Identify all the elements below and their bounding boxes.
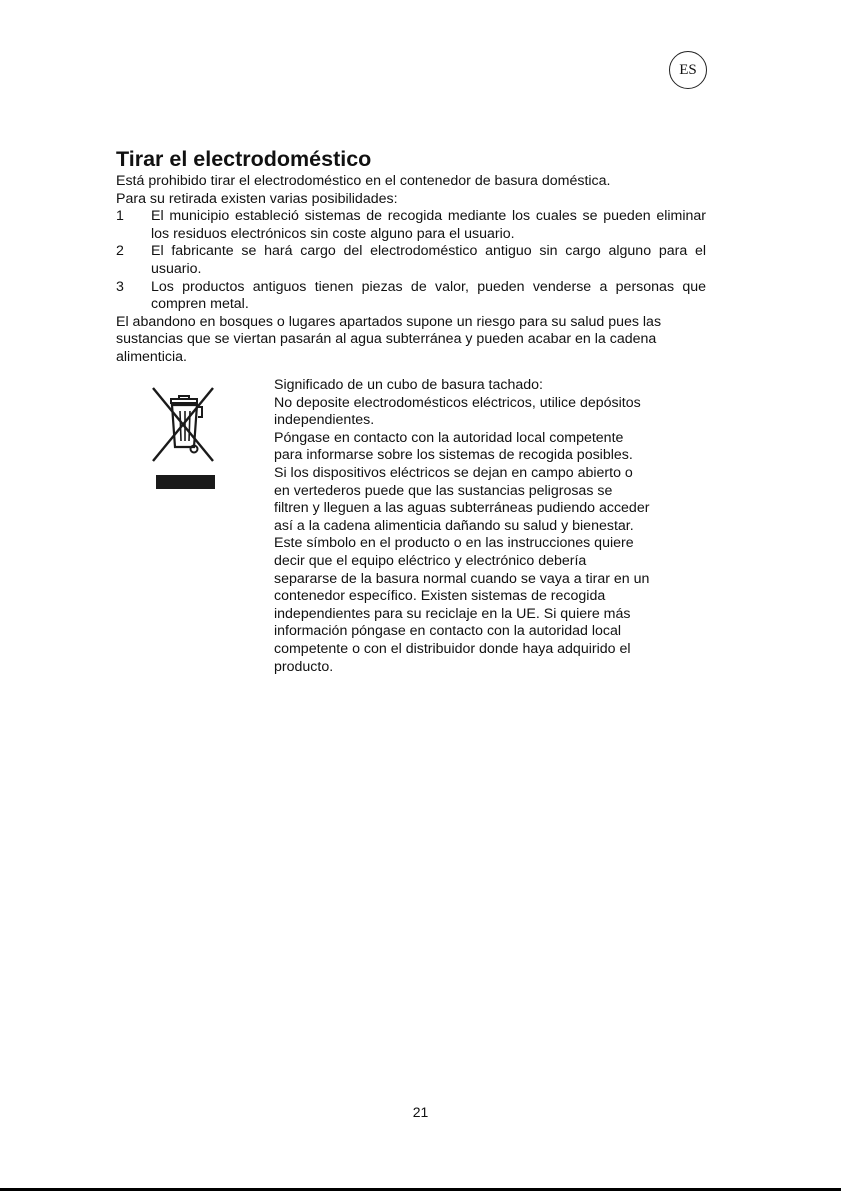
disposal-options-list xyxy=(116,208,706,314)
weee-line: Póngase en contacto con la autoridad local competente xyxy=(274,429,624,446)
language-code: ES xyxy=(679,61,697,78)
list-item-text: El municipio estableció sistemas de recogida mediante los cuales se pueden eliminar los residuos electrónicos sin coste alguno para el usuario. xyxy=(151,208,706,242)
list-item-number: 1 xyxy=(116,208,124,225)
list-item xyxy=(116,279,706,314)
weee-line: en vertederos puede que las sustancias peligrosas se xyxy=(274,482,613,499)
list-item-number: 2 xyxy=(116,243,124,260)
weee-line: así a la cadena alimenticia dañando su salud y bienestar. xyxy=(274,517,634,534)
list-item xyxy=(116,208,706,243)
intro-line-2: Para su retirada existen varias posibilidades: xyxy=(116,190,398,207)
crossed-out-wheelie-bin-icon xyxy=(150,385,216,465)
weee-line: producto. xyxy=(274,658,334,675)
weee-line: contenedor específico. Existen sistemas de recogida xyxy=(274,588,606,605)
weee-line: independientes para su reciclaje en la UE. Si quiere más xyxy=(274,605,631,622)
weee-line: competente o con el distribuidor donde haya adquirido el xyxy=(274,640,631,657)
section-title: Tirar el electrodoméstico xyxy=(116,147,372,171)
weee-line: Este símbolo en el producto o en las instrucciones quiere xyxy=(274,535,634,552)
intro-line-1: Está prohibido tirar el electrodoméstico en el contenedor de basura doméstica. xyxy=(116,173,611,189)
weee-line: para informarse sobre los sistemas de recogida posibles. xyxy=(274,447,633,464)
weee-line: información póngase en contacto con la autoridad local xyxy=(274,623,622,640)
disposal-section xyxy=(116,145,706,367)
list-item xyxy=(116,243,706,278)
list-item-number: 3 xyxy=(116,278,124,295)
list-item-text: Los productos antiguos tienen piezas de valor, pueden venderse a personas que compren metal. xyxy=(151,278,706,313)
weee-line: independientes. xyxy=(274,412,375,429)
weee-line: filtren y lleguen a las aguas subterráneas pudiendo acceder xyxy=(274,500,650,517)
weee-explanation xyxy=(274,377,694,676)
weee-line: decir que el equipo eléctrico y electrónico debería xyxy=(274,552,587,569)
weee-line: separarse de la basura normal cuando se vaya a tirar en un xyxy=(274,570,650,587)
closing-paragraph: El abandono en bosques o lugares apartados supone un riesgo para su salud pues las sustancias que se viertan pasarán al agua subterránea y pueden acabar en la cadena alimenticia. xyxy=(116,313,662,365)
page-number: 21 xyxy=(412,1104,429,1120)
weee-solid-bar xyxy=(156,475,215,489)
list-item-text: El fabricante se hará cargo del electrodoméstico antiguo sin cargo alguno para el usuario. xyxy=(151,243,706,277)
weee-line: Significado de un cubo de basura tachado: xyxy=(274,377,543,393)
weee-line: Si los dispositivos eléctricos se dejan en campo abierto o xyxy=(274,464,633,481)
weee-line: No deposite electrodomésticos eléctricos, utilice depósitos xyxy=(274,394,641,411)
language-badge xyxy=(669,51,707,89)
